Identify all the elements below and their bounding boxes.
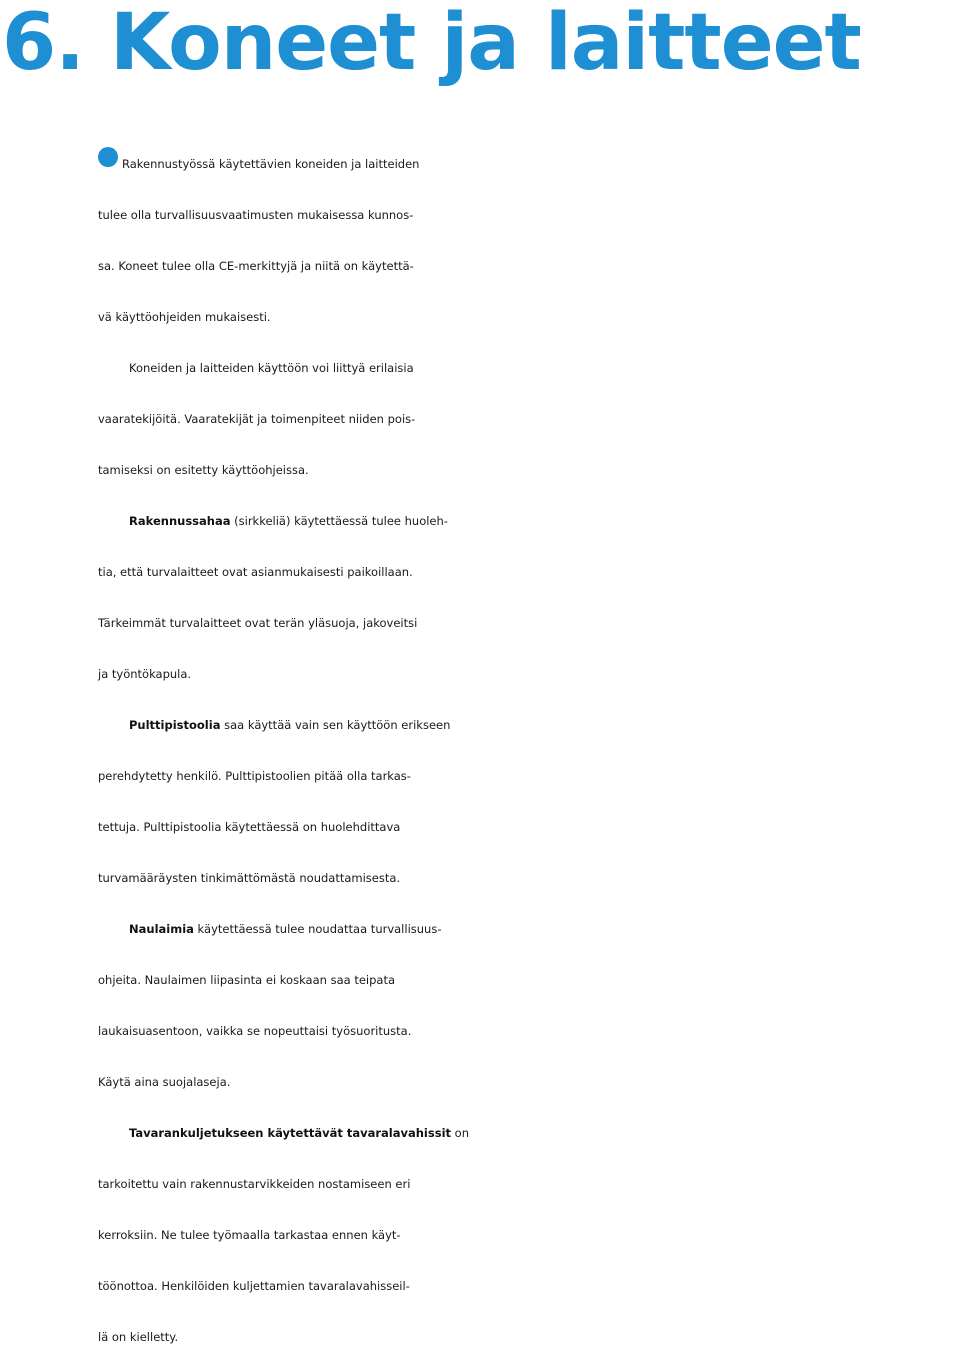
text-line-content: on: [451, 1126, 469, 1140]
text-line: tia, että turvalaitteet ovat asianmukaisesti paikoillaan.: [98, 565, 413, 579]
text-line: turvamääräysten tinkimättömästä noudattamisesta.: [98, 871, 401, 885]
text-line: vä käyttöohjeiden mukaisesti.: [98, 310, 271, 324]
text-line: [98, 139, 958, 190]
paragraph-intro: [98, 139, 958, 343]
text-line: tulee olla turvallisuusvaatimusten mukaisessa kunnos-: [98, 208, 414, 222]
text-line: ja työntökapula.: [98, 667, 192, 681]
text-line: [98, 496, 958, 547]
text-line: tamiseksi on esitetty käyttöohjeissa.: [98, 463, 309, 477]
text-line: [98, 700, 958, 751]
term-circular-saw: Rakennussahaa: [129, 514, 231, 528]
body-text: [98, 139, 958, 1363]
text-line: laukaisuasentoon, vaikka se nopeuttaisi työsuoritusta.: [98, 1024, 412, 1038]
text-line: kerroksiin. Ne tulee työmaalla tarkastaa ennen käyt-: [98, 1228, 401, 1242]
text-line: tettuja. Pulttipistoolia käytettäessä on huolehdittava: [98, 820, 401, 834]
paragraph-goods-lift: [98, 1108, 958, 1363]
text-line-content: käytettäessä tulee noudattaa turvallisuus-: [193, 922, 442, 936]
text-line: töönottoa. Henkilöiden kuljettamien tavaralavahisseil-: [98, 1279, 410, 1293]
text-line: Käytä aina suojalaseja.: [98, 1075, 231, 1089]
text-line: ohjeita. Naulaimen liipasinta ei koskaan saa teipata: [98, 973, 395, 987]
text-line: vaaratekijöitä. Vaaratekijät ja toimenpiteet niiden pois-: [98, 412, 416, 426]
bullet-icon: [98, 147, 118, 167]
text-line: perehdytetty henkilö. Pulttipistoolien pitää olla tarkas-: [98, 769, 411, 783]
paragraph-hazards: [98, 343, 958, 496]
term-nailer: Naulaimia: [129, 922, 194, 936]
term-bolt-gun: Pulttipistoolia: [129, 718, 221, 732]
paragraph-bolt-gun: [98, 700, 958, 904]
paragraph-nailer: [98, 904, 958, 1108]
text-line: sa. Koneet tulee olla CE-merkittyjä ja niitä on käytettä-: [98, 259, 414, 273]
page-title: 6. Koneet ja laitteet: [2, 0, 861, 88]
text-line-content: (sirkkeliä) käytettäessä tulee huoleh-: [230, 514, 448, 528]
text-line: lä on kielletty.: [98, 1330, 179, 1344]
text-line: tarkoitettu vain rakennustarvikkeiden nostamiseen eri: [98, 1177, 411, 1191]
text-line: [98, 904, 958, 955]
paragraph-circular-saw: [98, 496, 958, 700]
text-line-content: Rakennustyössä käytettävien koneiden ja laitteiden: [122, 157, 420, 171]
text-line-content: saa käyttää vain sen käyttöön erikseen: [220, 718, 451, 732]
term-goods-lift: Tavarankuljetukseen käytettävät tavaralavahissit: [129, 1126, 452, 1140]
text-line: [98, 1108, 958, 1159]
text-line: Tärkeimmät turvalaitteet ovat terän yläsuoja, jakoveitsi: [98, 616, 418, 630]
text-line: Koneiden ja laitteiden käyttöön voi liittyä erilaisia: [129, 361, 414, 375]
